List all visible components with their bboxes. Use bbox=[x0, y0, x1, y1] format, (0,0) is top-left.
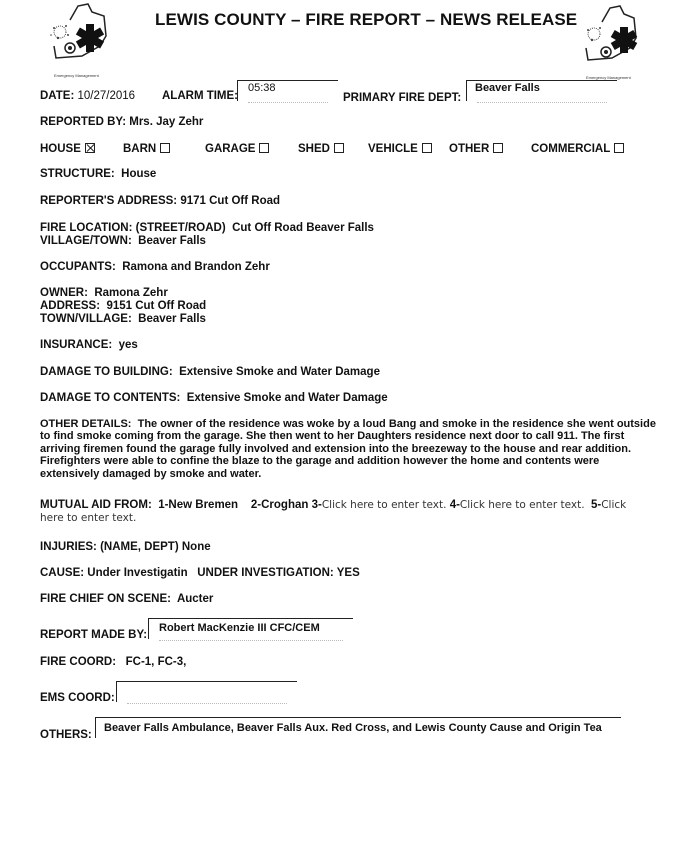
reported-by-label: REPORTED BY: bbox=[40, 116, 127, 128]
fire-chief-label: FIRE CHIEF ON SCENE: bbox=[40, 593, 171, 605]
mutual-aid-number: 3- bbox=[311, 499, 322, 511]
checkbox-label: OTHER bbox=[449, 143, 490, 155]
reporter-address-field bbox=[40, 195, 280, 207]
checkbox-garage[interactable] bbox=[205, 143, 269, 155]
injuries-value: None bbox=[181, 541, 211, 553]
primary-fire-dept-value: Beaver Falls bbox=[475, 82, 540, 94]
checkbox-barn[interactable] bbox=[123, 143, 170, 155]
others-label: OTHERS: bbox=[40, 729, 92, 741]
fire-location-value: Cut Off Road Beaver Falls bbox=[232, 222, 374, 234]
village-town-value: Beaver Falls bbox=[138, 235, 206, 247]
mutual-aid-1-value[interactable]: New Bremen bbox=[168, 499, 239, 511]
town-village-field bbox=[40, 313, 206, 325]
fire-location-label: FIRE LOCATION: (STREET/ROAD) bbox=[40, 222, 226, 234]
damage-building-field bbox=[40, 366, 380, 378]
cause-field bbox=[40, 567, 360, 579]
damage-contents-label: DAMAGE TO CONTENTS: bbox=[40, 392, 181, 404]
village-town-field bbox=[40, 235, 206, 247]
village-town-label: VILLAGE/TOWN: bbox=[40, 235, 132, 247]
cause-label: CAUSE: bbox=[40, 567, 85, 579]
structure-field bbox=[40, 168, 156, 180]
address-value: 9151 Cut Off Road bbox=[106, 300, 207, 312]
town-village-value: Beaver Falls bbox=[138, 313, 206, 325]
fire-coord-field bbox=[40, 656, 186, 668]
owner-label: OWNER: bbox=[40, 287, 88, 299]
report-made-by-label: REPORT MADE BY: bbox=[40, 629, 148, 641]
structure-value: House bbox=[121, 168, 157, 180]
fire-chief-field bbox=[40, 593, 213, 605]
occupants-label: OCCUPANTS: bbox=[40, 261, 116, 273]
checkbox-vehicle[interactable] bbox=[368, 143, 432, 155]
cause-value: Under Investigatin bbox=[87, 567, 188, 579]
insurance-value: yes bbox=[118, 339, 138, 351]
primary-fire-dept-label: PRIMARY FIRE DEPT: bbox=[343, 92, 462, 104]
damage-contents-field bbox=[40, 392, 388, 404]
other-details-value: The owner of the residence was woke by a loud Bang and smoke in the residence she went outside to find smoke coming from the garage. She then went to her Daughters residence next door to call 911. The first arriving firemen found the garage fully involved and extension into the breezeway to the house and rear addition. Firefighters were able to confine the blaze to the garage and addition however the home and contents were extensively damaged by smoke and water. bbox=[40, 418, 656, 480]
reporter-address-value: 9171 Cut Off Road bbox=[180, 195, 281, 207]
owner-field bbox=[40, 287, 168, 299]
under-investigation-label: UNDER INVESTIGATION: bbox=[197, 567, 334, 579]
damage-building-value: Extensive Smoke and Water Damage bbox=[179, 366, 380, 378]
mutual-aid-number: 1- bbox=[158, 499, 169, 511]
insurance-label: INSURANCE: bbox=[40, 339, 113, 351]
fire-coord-label: FIRE COORD: bbox=[40, 656, 117, 668]
checkbox-label: BARN bbox=[123, 143, 157, 155]
under-investigation-value: YES bbox=[336, 567, 360, 579]
checkbox-icon[interactable] bbox=[334, 143, 344, 153]
checkbox-icon[interactable] bbox=[614, 143, 624, 153]
fire-coord-value: FC-1, FC-3, bbox=[125, 656, 187, 668]
ems-coord-label: EMS COORD: bbox=[40, 692, 115, 704]
mutual-aid-field bbox=[40, 499, 650, 525]
checkbox-label: COMMERCIAL bbox=[531, 143, 611, 155]
other-details-label: OTHER DETAILS: bbox=[40, 418, 132, 430]
alarm-time-input[interactable] bbox=[237, 80, 338, 101]
report-made-by-value: Robert MacKenzie III CFC/CEM bbox=[159, 622, 320, 634]
checkbox-icon[interactable] bbox=[493, 143, 503, 153]
checkbox-other[interactable] bbox=[449, 143, 503, 155]
alarm-time-value: 05:38 bbox=[248, 82, 276, 94]
mutual-aid-number: 5- bbox=[590, 499, 602, 511]
occupants-field bbox=[40, 261, 270, 273]
emergency-management-logo-right bbox=[576, 0, 650, 80]
checkbox-icon[interactable] bbox=[259, 143, 269, 153]
logo-caption: Emergency Management bbox=[54, 73, 99, 78]
mutual-aid-label: MUTUAL AID FROM: bbox=[40, 499, 152, 511]
others-value: Beaver Falls Ambulance, Beaver Falls Aux. Red Cross, and Lewis County Cause and Origin Tea bbox=[104, 722, 602, 734]
checkbox-label: SHED bbox=[298, 143, 330, 155]
checkbox-label: VEHICLE bbox=[368, 143, 418, 155]
fire-location-field bbox=[40, 222, 374, 234]
alarm-time-label: ALARM TIME: bbox=[162, 90, 239, 102]
structure-label: STRUCTURE: bbox=[40, 168, 115, 180]
owner-value: Ramona Zehr bbox=[94, 287, 168, 299]
mutual-aid-number: 4- bbox=[449, 499, 460, 511]
page-title: LEWIS COUNTY – FIRE REPORT – NEWS RELEASE bbox=[155, 10, 578, 29]
injuries-field bbox=[40, 541, 211, 553]
report-made-by-input[interactable] bbox=[148, 618, 353, 639]
address-field bbox=[40, 300, 206, 312]
others-input[interactable] bbox=[95, 717, 621, 738]
mutual-aid-number: 2- bbox=[250, 499, 262, 511]
town-village-label: TOWN/VILLAGE: bbox=[40, 313, 132, 325]
ems-coord-input[interactable] bbox=[116, 681, 297, 702]
checkbox-label: GARAGE bbox=[205, 143, 256, 155]
reporter-address-label: REPORTER'S ADDRESS: bbox=[40, 195, 178, 207]
checkbox-house[interactable] bbox=[40, 143, 95, 155]
address-label: ADDRESS: bbox=[40, 300, 101, 312]
mutual-aid-2-value[interactable]: Croghan bbox=[261, 499, 309, 511]
injuries-label: INJURIES: (NAME, DEPT) bbox=[40, 541, 179, 553]
checkbox-commercial[interactable] bbox=[531, 143, 624, 155]
reported-by-value: Mrs. Jay Zehr bbox=[129, 116, 204, 128]
date-field bbox=[40, 90, 135, 102]
checkbox-label: HOUSE bbox=[40, 143, 81, 155]
mutual-aid-4-placeholder[interactable]: Click here to enter text. bbox=[459, 499, 585, 511]
other-details-field bbox=[40, 418, 660, 480]
checkbox-shed[interactable] bbox=[298, 143, 344, 155]
primary-fire-dept-input[interactable] bbox=[466, 80, 617, 101]
date-label: DATE: bbox=[40, 90, 75, 102]
reported-by-field bbox=[40, 116, 203, 128]
checkbox-icon[interactable] bbox=[422, 143, 432, 153]
mutual-aid-5-placeholder[interactable]: Click here to enter text. bbox=[40, 499, 627, 524]
insurance-field bbox=[40, 339, 138, 351]
occupants-value: Ramona and Brandon Zehr bbox=[122, 261, 270, 273]
checkbox-checked-icon[interactable] bbox=[85, 143, 95, 153]
damage-contents-value: Extensive Smoke and Water Damage bbox=[186, 392, 388, 404]
date-value: 10/27/2016 bbox=[77, 90, 136, 102]
mutual-aid-3-placeholder[interactable]: Click here to enter text. bbox=[321, 499, 447, 511]
emergency-management-logo-left bbox=[42, 2, 120, 78]
damage-building-label: DAMAGE TO BUILDING: bbox=[40, 366, 173, 378]
fire-chief-value: Aucter bbox=[176, 593, 214, 605]
logo-caption: Emergency Management bbox=[586, 75, 631, 80]
checkbox-icon[interactable] bbox=[160, 143, 170, 153]
